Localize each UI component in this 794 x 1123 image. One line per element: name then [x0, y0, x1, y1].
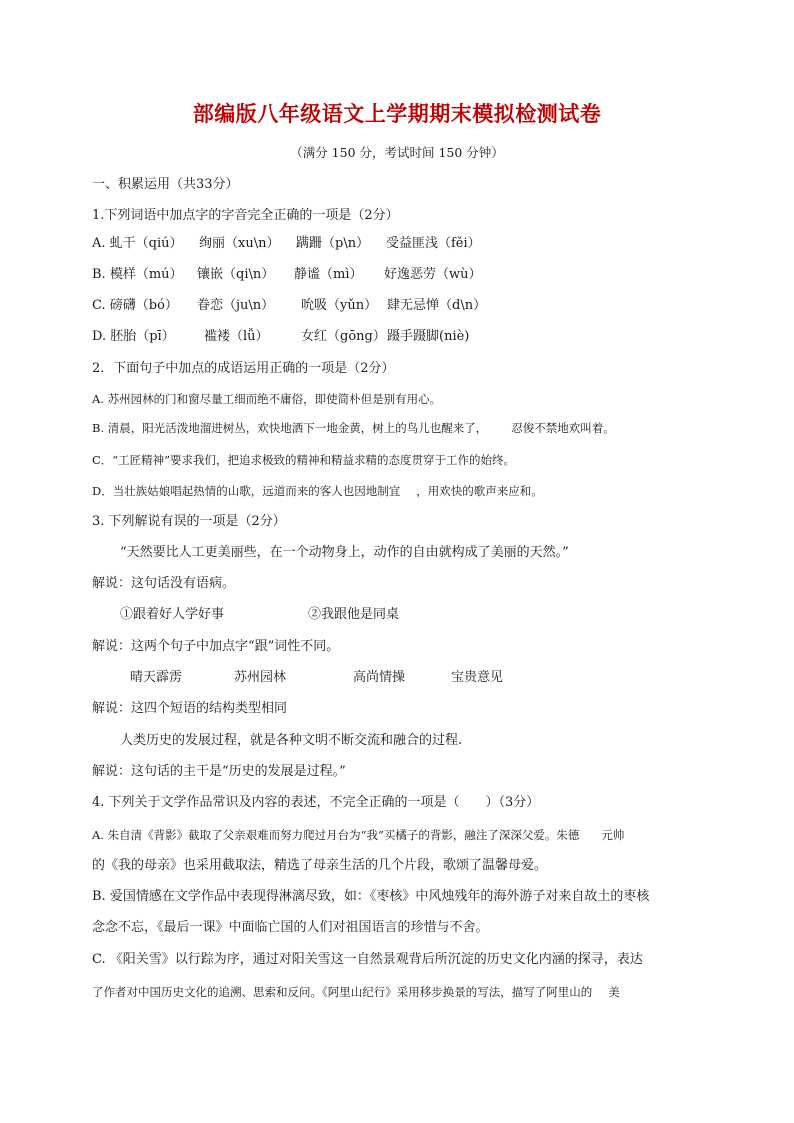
- q3-sentence-1: “天然要比人工更美丽些，在一个动物身上，动作的自由就构成了美丽的天然。”: [120, 545, 569, 560]
- q1-c-1: C. 磅礴（bó）: [92, 298, 178, 313]
- q1-c-2: 眷恋（ju\n）: [197, 298, 275, 313]
- q1-d-4: 蹑手蹑脚(niè): [387, 329, 470, 344]
- q1-b-4: 好逸恶劳（wù）: [384, 267, 482, 282]
- q3-s2-a: ①跟着好人学好事: [120, 607, 225, 622]
- q3-phrase-4: 宝贵意见: [451, 670, 504, 685]
- q1-a-1: A. 虬干（qiú）: [92, 236, 183, 251]
- q3-s2-b: ②我跟他是同桌: [308, 607, 400, 622]
- q1-stem: 1.下列词语中加点字的字音完全正确的一项是（2分）: [92, 208, 399, 223]
- q4-c-part1: 了作者对中国历史文化的追溯、思索和反问。《阿里山纪行》采用移步换景的写法，描写了阿里山的: [92, 985, 593, 999]
- q2-option-d: [92, 481, 700, 501]
- q3-phrase-1: 晴天霹雳: [130, 670, 183, 685]
- section-heading: 一、积累运用（共33分）: [92, 177, 239, 192]
- q1-b-3: 静谧（mì）: [294, 267, 363, 282]
- q1-b-1: B. 模样（mú）: [92, 267, 183, 282]
- q1-d-2: 褴褛（lǚ）: [204, 329, 269, 344]
- q2-option-a: A. 苏州园林的门和窗尽量工细而绝不庸俗，即使简朴但是别有用心。: [92, 392, 442, 406]
- q4-option-c-line1: C. 《阳关雪》以行踪为序，通过对阳关雪这一自然景观背后所沉淀的历史文化内涵的探寻，表达: [92, 952, 643, 967]
- q1-d-3: 女红（gōng）: [301, 329, 386, 344]
- q3-sentence-4: 人类历史的发展过程，就是各种文明不断交流和融合的过程.: [120, 733, 463, 748]
- q3-stem: 3. 下列解说有误的一项是（2分）: [92, 514, 286, 529]
- q4-option-c-line2: [92, 982, 700, 1002]
- q3-explain-3: 解说：这四个短语的结构类型相同: [92, 701, 288, 716]
- q1-option-d: [92, 327, 700, 347]
- q2-stem: 2．下面句子中加点的成语运用正确的一项是（2分）: [92, 361, 395, 376]
- q2-option-c: C．“工匠精神”要求我们，把追求极致的精神和精益求精的态度贯穿于工作的始终。: [92, 453, 516, 467]
- q3-explain-1: 解说：这句话没有语病。: [92, 576, 236, 591]
- q4-a-part2: 元帅: [601, 828, 625, 842]
- q1-a-3: 蹒跚（p\n）: [296, 236, 370, 251]
- q2-d-part2: ，用欢快的歌声来应和。: [416, 484, 543, 498]
- q3-phrase-2: 苏州园林: [234, 670, 287, 685]
- q1-b-2: 镶嵌（qi\n）: [197, 267, 275, 282]
- q2-b-part2: 忍俊不禁地欢叫着。: [511, 421, 615, 435]
- q4-option-b-line1: B. 爱国情感在文学作品中表现得淋漓尽致，如：《枣核》中风烛残年的海外游子对来自故土的枣核: [92, 889, 650, 904]
- q2-option-b: [92, 418, 700, 438]
- q4-a-part1: A. 朱自清《背影》截取了父亲艰难而努力爬过月台为“我”买橘子的背影，融注了深深父爱。朱德: [92, 828, 580, 842]
- q4-stem: 4. 下列关于文学作品常识及内容的表述，不完全正确的一项是（ ）（3分）: [92, 795, 540, 810]
- q4-option-a-line1: [92, 825, 700, 845]
- q1-c-4: 肆无忌惮（d\n）: [387, 298, 487, 313]
- q2-b-part1: B. 清晨，阳光活泼地溜进树丛，欢快地洒下一地金黄，树上的鸟儿也醒来了，: [92, 421, 488, 435]
- q1-c-3: 吮吸（yǔn）: [301, 298, 378, 313]
- q4-option-b-line2: 念念不忘，《最后一课》中面临亡国的人们对祖国语言的珍惜与不舍。: [92, 920, 489, 935]
- q4-c-part2: 美: [608, 985, 620, 999]
- q1-a-2: 绚丽（xu\n）: [199, 236, 280, 251]
- q1-d-1: D. 胚胎（pī）: [92, 329, 175, 344]
- q1-option-a: [92, 234, 700, 254]
- q4-option-a-line2: 的《我的母亲》也采用截取法，精选了母亲生活的几个片段，歌颂了温馨母爱。: [92, 858, 548, 873]
- q1-a-4: 受益匪浅（fěi）: [386, 236, 481, 251]
- q3-sentence-2: [120, 605, 700, 625]
- q1-option-c: [92, 296, 700, 316]
- exam-title: 部编版八年级语文上学期期末模拟检测试卷: [192, 102, 602, 126]
- q3-explain-4: 解说：这句话的主干是“历史的发展是过程。”: [92, 764, 346, 779]
- q3-explain-2: 解说：这两个句子中加点字“跟”词性不同。: [92, 639, 340, 654]
- q3-sentence-3: [130, 668, 700, 688]
- exam-subtitle: （满分 150 分，考试时间 150 分钟）: [290, 145, 504, 160]
- q3-phrase-3: 高尚情操: [353, 670, 406, 685]
- q1-option-b: [92, 265, 700, 285]
- q2-d-part1: D．当壮族姑娘唱起热情的山歌，远道而来的客人也因地制宜: [92, 484, 401, 498]
